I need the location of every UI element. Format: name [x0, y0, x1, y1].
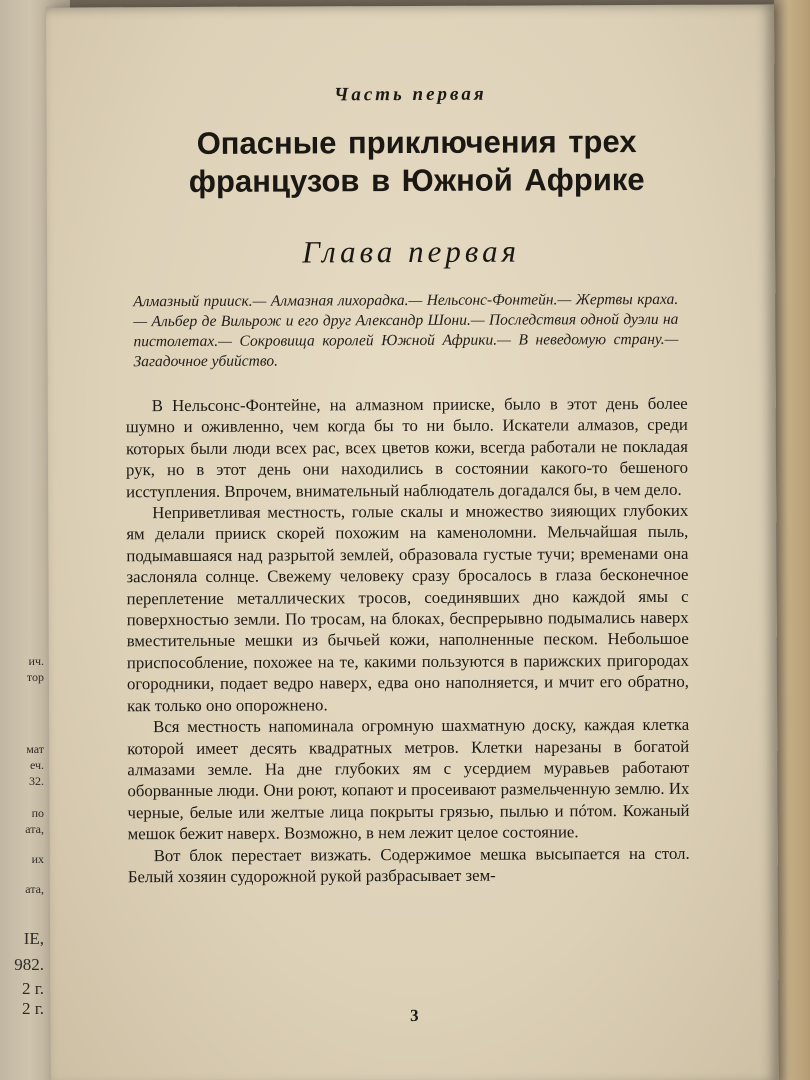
- left-page-fragment: их: [31, 852, 44, 866]
- left-page-fragment: ич.: [28, 654, 44, 668]
- body-text: [126, 393, 690, 888]
- chapter-summary: Алмазный прииск.— Алмазная лихорадка.— Нельсонс-Фонтейн.— Жертвы краха.— Альбер де Вильрож и его друг Александр Шони.— Последствия одной дуэли на пистолетах.— Сокровища королей Южной Африки.— В неведомую страну.— Загадочное убийство.: [133, 290, 679, 371]
- book-page: [46, 4, 779, 1080]
- page-title: Опасные приключения трех французов в Южной Африке: [188, 124, 645, 199]
- left-page-fragment: 32.: [29, 774, 44, 788]
- paragraph: Неприветливая местность, голые скалы и множество зияющих глубоких ям делали прииск скорей похожим на каменоломни. Мельчайшая пыль, подымавшаяся над разрытой землей, образовала густые тучи; временами она заслоняла солнце. Свежему человеку сразу бросалось в глаза бесконечное переплетение металлических тросов, соединявших дно каждой ямы с поверхностью земли. По тросам, на блоках, беспрерывно подымались наверх вместительные мешки из бычьей кожи, наполненные песком. Небольшое приспособление, похожее на те, какими пользуются в парижских пригородах огородники, подает ведро наверх, едва оно наполняется, и мчит его обратно, как только оно опорожнено.: [126, 500, 689, 715]
- table-edge: [774, 0, 810, 1080]
- left-page-fragment: ата,: [25, 882, 44, 896]
- paragraph: В Нельсонс-Фонтейне, на алмазном прииске, было в этот день более шумно и оживленно, чем когда бы то ни было. Искатели алмазов, среди которых были люди всех рас, всех цветов кожи, всегда работали не покладая рук, но в этот день они находились в состоянии какого-то бешеного исступления. Впрочем, внимательный наблюдатель догадался бы, в чем дело.: [125, 393, 689, 501]
- left-page-fragment: IE,: [23, 932, 44, 946]
- paragraph: Вот блок перестает визжать. Содержимое мешка высыпается на стол. Белый хозяин судорожной рукой разбрасывает зем-: [127, 843, 690, 887]
- paragraph: Вся местность напоминала огромную шахматную доску, каждая клетка которой имеет десять квадратных метров. Клетки нарезаны в богатой алмазами земле. На дне глубоких ям с усердием муравьев работают оборванные люди. Они роют, копают и просеивают размельченную землю. Их черные, белые или желтые лица покрыты грязью, пылью и пóтом. Кожаный мешок бежит наверх. Возможно, в нем лежит целое состояние.: [127, 714, 690, 844]
- page-number: 3: [410, 1005, 419, 1026]
- left-page-fragment: 2 г.: [21, 1002, 44, 1016]
- left-page-fragment: по: [31, 806, 44, 820]
- left-page-fragment: еч.: [29, 758, 44, 772]
- left-page-fragment: ата,: [25, 822, 44, 836]
- left-page-fragment: мат: [26, 742, 44, 756]
- part-label: Часть первая: [334, 83, 487, 106]
- chapter-heading: Глава первая: [302, 233, 521, 270]
- left-page-fragment: 982.: [14, 958, 44, 972]
- left-page-fragment: 2 г.: [21, 982, 44, 996]
- left-page-fragment: тор: [26, 670, 44, 684]
